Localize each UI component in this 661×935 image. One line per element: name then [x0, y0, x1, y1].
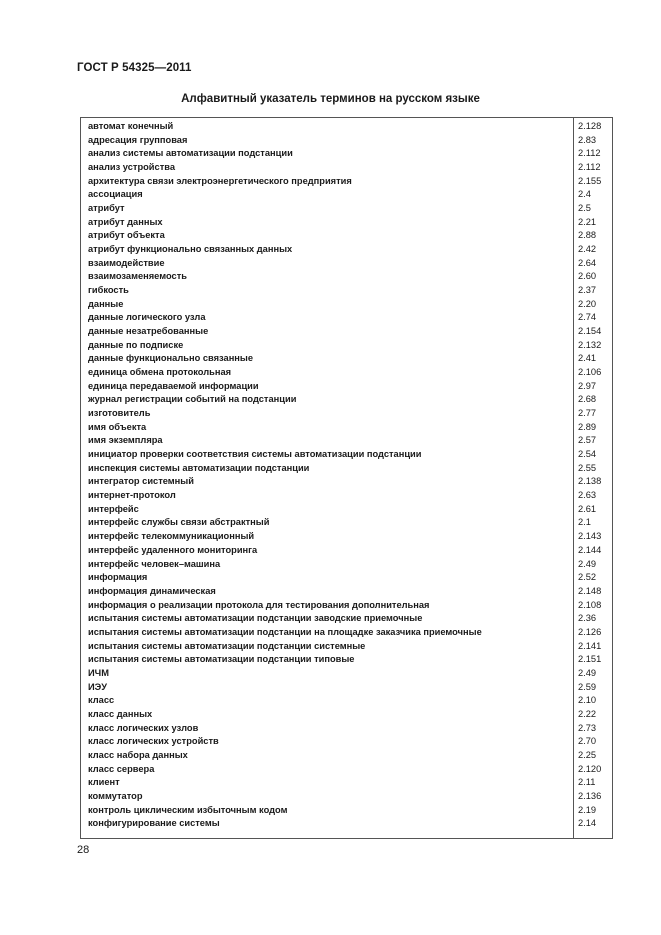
- index-reference: 2.138: [578, 476, 602, 487]
- index-entry: [81, 407, 612, 421]
- index-reference: 2.112: [578, 162, 601, 173]
- index-reference: 2.74: [578, 312, 597, 323]
- index-entry: [81, 393, 612, 407]
- index-entry: [81, 229, 612, 243]
- index-reference: 2.136: [578, 790, 602, 801]
- index-entry: [81, 530, 612, 544]
- index-term: клиент: [88, 777, 120, 788]
- index-term: имя объекта: [88, 421, 147, 432]
- index-term: коммутатор: [88, 790, 143, 801]
- index-term: единица передаваемой информации: [88, 380, 259, 391]
- index-term: класс логических устройств: [88, 736, 219, 747]
- index-entry: [81, 161, 612, 175]
- index-reference: 2.63: [578, 490, 597, 501]
- index-term: интерфейс службы связи абстрактный: [88, 517, 270, 528]
- index-reference: 2.88: [578, 230, 597, 241]
- index-reference: 2.57: [578, 435, 597, 446]
- index-entry: [81, 489, 612, 503]
- index-entry: [81, 216, 612, 230]
- index-entry: [81, 612, 612, 626]
- index-reference: 2.1: [578, 517, 591, 528]
- index-term: данные функционально связанные: [88, 353, 254, 364]
- page-number: 28: [77, 844, 90, 856]
- index-reference: 2.132: [578, 339, 602, 350]
- index-term: взаимозаменяемость: [88, 271, 187, 282]
- index-reference: 2.5: [578, 203, 591, 214]
- section-title: Алфавитный указатель терминов на русском языке: [181, 93, 480, 105]
- index-entry: [81, 462, 612, 476]
- index-reference: 2.61: [578, 503, 597, 514]
- index-reference: 2.49: [578, 558, 597, 569]
- index-entry: [81, 544, 612, 558]
- index-term: изготовитель: [88, 408, 151, 419]
- index-reference: 2.64: [578, 257, 597, 268]
- index-entry: [81, 640, 612, 654]
- index-entry: [81, 708, 612, 722]
- index-entry: [81, 366, 612, 380]
- index-entry: [81, 434, 612, 448]
- index-term: информация: [88, 572, 148, 583]
- index-entry: [81, 380, 612, 394]
- index-term: испытания системы автоматизации подстанции заводские приемочные: [88, 613, 423, 624]
- index-term: класс сервера: [88, 763, 155, 774]
- index-entry: [81, 667, 612, 681]
- index-entry: [81, 421, 612, 435]
- index-entry: [81, 298, 612, 312]
- index-reference: 2.36: [578, 613, 597, 624]
- index-term: атрибут функционально связанных данных: [88, 244, 293, 255]
- index-term: анализ системы автоматизации подстанции: [88, 148, 293, 159]
- index-reference: 2.22: [578, 708, 597, 719]
- index-term: данные: [88, 298, 124, 309]
- index-term: интерфейс телекоммуникационный: [88, 531, 255, 542]
- index-entry: [81, 790, 612, 804]
- index-term: контроль циклическим избыточным кодом: [88, 804, 288, 815]
- index-reference: 2.37: [578, 285, 597, 296]
- index-entry: [81, 735, 612, 749]
- index-entry: [81, 516, 612, 530]
- index-reference: 2.120: [578, 763, 602, 774]
- index-reference: 2.55: [578, 462, 597, 473]
- index-reference: 2.70: [578, 736, 597, 747]
- index-reference: 2.73: [578, 722, 597, 733]
- index-reference: 2.143: [578, 531, 602, 542]
- index-entry: [81, 311, 612, 325]
- index-term: интерфейс: [88, 503, 139, 514]
- index-term: гибкость: [88, 285, 129, 296]
- index-term: данные незатребованные: [88, 326, 209, 337]
- index-term: единица обмена протокольная: [88, 367, 232, 378]
- index-term: атрибут объекта: [88, 230, 165, 241]
- index-reference: 2.54: [578, 449, 597, 460]
- index-entry: [81, 653, 612, 667]
- index-reference: 2.141: [578, 640, 602, 651]
- index-reference: 2.25: [578, 749, 597, 760]
- index-term: класс данных: [88, 708, 153, 719]
- index-reference: 2.148: [578, 585, 602, 596]
- index-term: испытания системы автоматизации подстанции типовые: [88, 654, 355, 665]
- index-term: ИЧМ: [88, 667, 109, 678]
- index-rows: [81, 120, 612, 831]
- index-reference: 2.11: [578, 777, 596, 788]
- index-reference: 2.112: [578, 148, 601, 159]
- index-term: данные по подписке: [88, 339, 184, 350]
- index-reference: 2.126: [578, 626, 602, 637]
- document-code: ГОСТ Р 54325—2011: [77, 62, 192, 74]
- index-term: атрибут: [88, 203, 125, 214]
- index-reference: 2.21: [578, 216, 597, 227]
- index-entry: [81, 722, 612, 736]
- index-reference: 2.108: [578, 599, 602, 610]
- index-entry: [81, 120, 612, 134]
- index-reference: 2.20: [578, 298, 597, 309]
- index-entry: [81, 681, 612, 695]
- index-reference: 2.41: [578, 353, 597, 364]
- index-reference: 2.128: [578, 121, 602, 131]
- index-reference: 2.60: [578, 271, 597, 282]
- index-reference: 2.106: [578, 367, 602, 378]
- index-entry: [81, 475, 612, 489]
- index-term: класс набора данных: [88, 749, 188, 760]
- index-entry: [81, 599, 612, 613]
- index-entry: [81, 776, 612, 790]
- index-entry: [81, 134, 612, 148]
- index-entry: [81, 188, 612, 202]
- index-reference: 2.155: [578, 175, 602, 186]
- index-reference: 2.59: [578, 681, 597, 692]
- index-reference: 2.77: [578, 408, 597, 419]
- index-entry: [81, 804, 612, 818]
- index-term: инициатор проверки соответствия системы автоматизации подстанции: [88, 449, 422, 460]
- index-term: класс: [88, 695, 115, 706]
- index-term: интернет-протокол: [88, 490, 176, 501]
- index-entry: [81, 284, 612, 298]
- index-term: интерфейс человек–машина: [88, 558, 221, 569]
- index-entry: [81, 175, 612, 189]
- index-entry: [81, 202, 612, 216]
- index-entry: [81, 270, 612, 284]
- index-entry: [81, 749, 612, 763]
- index-term: журнал регистрации событий на подстанции: [88, 394, 297, 405]
- index-term: данные логического узла: [88, 312, 206, 323]
- index-term: испытания системы автоматизации подстанции на площадке заказчика приемочные: [88, 626, 482, 637]
- index-reference: 2.14: [578, 818, 597, 829]
- index-reference: 2.151: [578, 654, 602, 665]
- index-term: архитектура связи электроэнергетического предприятия: [88, 175, 352, 186]
- index-reference: 2.89: [578, 421, 597, 432]
- index-reference: 2.68: [578, 394, 597, 405]
- index-entry: [81, 257, 612, 271]
- index-term: инспекция системы автоматизации подстанции: [88, 462, 310, 473]
- index-entry: [81, 558, 612, 572]
- index-entry: [81, 503, 612, 517]
- index-entry: [81, 626, 612, 640]
- index-entry: [81, 817, 612, 831]
- index-term: интерфейс удаленного мониторинга: [88, 544, 258, 555]
- index-term: информация о реализации протокола для тестирования дополнительная: [88, 599, 430, 610]
- index-reference: 2.49: [578, 667, 597, 678]
- index-entry: [81, 694, 612, 708]
- index-term: ассоциация: [88, 189, 143, 200]
- index-term: анализ устройства: [88, 162, 176, 173]
- index-entry: [81, 448, 612, 462]
- index-term: автомат конечный: [88, 121, 174, 131]
- index-reference: 2.19: [578, 804, 597, 815]
- index-entry: [81, 243, 612, 257]
- index-reference: 2.83: [578, 134, 597, 145]
- index-term: ИЭУ: [88, 681, 108, 692]
- index-entry: [81, 585, 612, 599]
- index-reference: 2.144: [578, 544, 602, 555]
- index-term: испытания системы автоматизации подстанции системные: [88, 640, 366, 651]
- index-term: атрибут данных: [88, 216, 163, 227]
- index-term: конфигурирование системы: [88, 818, 220, 829]
- index-term: имя экземпляра: [88, 435, 163, 446]
- index-term: информация динамическая: [88, 585, 216, 596]
- index-term: класс логических узлов: [88, 722, 199, 733]
- index-entry: [81, 571, 612, 585]
- index-reference: 2.52: [578, 572, 597, 583]
- index-term: взаимодействие: [88, 257, 165, 268]
- index-entry: [81, 763, 612, 777]
- index-entry: [81, 147, 612, 161]
- index-entry: [81, 339, 612, 353]
- index-reference: 2.97: [578, 380, 597, 391]
- index-term: интегратор системный: [88, 476, 194, 487]
- index-reference: 2.154: [578, 326, 602, 337]
- index-entry: [81, 352, 612, 366]
- index-term: адресация групповая: [88, 134, 188, 145]
- index-reference: 2.42: [578, 244, 597, 255]
- index-reference: 2.4: [578, 189, 591, 200]
- index-table: [80, 117, 613, 839]
- index-reference: 2.10: [578, 695, 597, 706]
- index-entry: [81, 325, 612, 339]
